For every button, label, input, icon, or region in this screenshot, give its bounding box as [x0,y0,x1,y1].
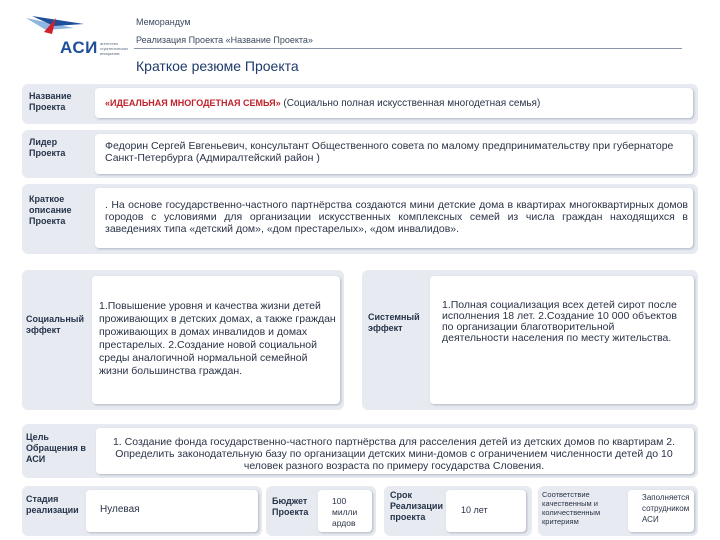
header-divider [134,48,682,49]
social-effect-value: 1.Повышение уровня и качества жизни детей проживающих в детских домах, а также граждан проживающих в домах инвалидов и домах престарелых. 2.Создание новой социальной среды аналогичной нормальной семейной жизни большинства граждан. [99,300,336,377]
goal-value: 1. Создание фонда государственно-частного партнёрства для расселения детей из детских домов по квартирам 2. Определить законодательную базу по организации детских мини-домов с ограничением численности детей до 10 человек разного возраста по примеру государства Словения. [112,436,676,472]
leader-value: Федорин Сергей Евгеньевич, консультант Общественного совета по малому предпринимательству при губернаторе Санкт-Петербурга (Адмиралтейский район ) [105,140,674,164]
memo-label: Меморандум [136,17,191,27]
criteria-value: Заполняется сотрудником АСИ [642,493,690,524]
system-effect-value: 1.Полная социализация всех детей сирот после исполнения 18 лет. 2.Создание 10 000 объектов по организации благотворительной деятельности населения по месту жительства. [442,299,677,344]
criteria-label: Соответствие качественным и количественным критериям [542,490,601,526]
term-label: Срок Реализации проекта [390,490,443,522]
stage-label: Стадия реализации [26,494,79,515]
social-effect-label: Социальный эффект [26,314,84,335]
logo-text: АСИ [60,38,98,57]
budget-value: 100 милли ардов [332,496,358,528]
project-name-bold: «ИДЕАЛЬНАЯ МНОГОДЕТНАЯ СЕМЬЯ» [105,98,281,108]
project-name-rest: (Социально полная искусственная многодетная семья) [280,98,541,109]
budget-label: Бюджет Проекта [272,496,309,517]
system-effect-label: Системный эффект [368,312,420,333]
logo-subtitle: агентство стратегических инициатив [100,41,129,56]
asi-logo [26,14,129,64]
summary-label: Краткое описание Проекта [29,194,72,226]
term-value: 10 лет [461,505,488,515]
leader-label: Лидер Проекта [29,137,66,158]
summary-value: . На основе государственно-частного партнёрства создаются мини детские дома в квартирах многоквартирных домов городов с условиями для организации искусственных комплексных семей из числа граждан находящихся в заведениях типа «детский дом», «дом престарелых», «дом инвалидов». [105,199,688,235]
goal-label: Цель Обращения в АСИ [26,432,86,464]
project-line: Реализация Проекта «Название Проекта» [136,35,313,45]
stage-value: Нулевая [100,504,140,515]
project-name-label: Название Проекта [29,91,72,112]
project-name-value [105,97,690,110]
page-title: Краткое резюме Проекта [136,58,299,74]
